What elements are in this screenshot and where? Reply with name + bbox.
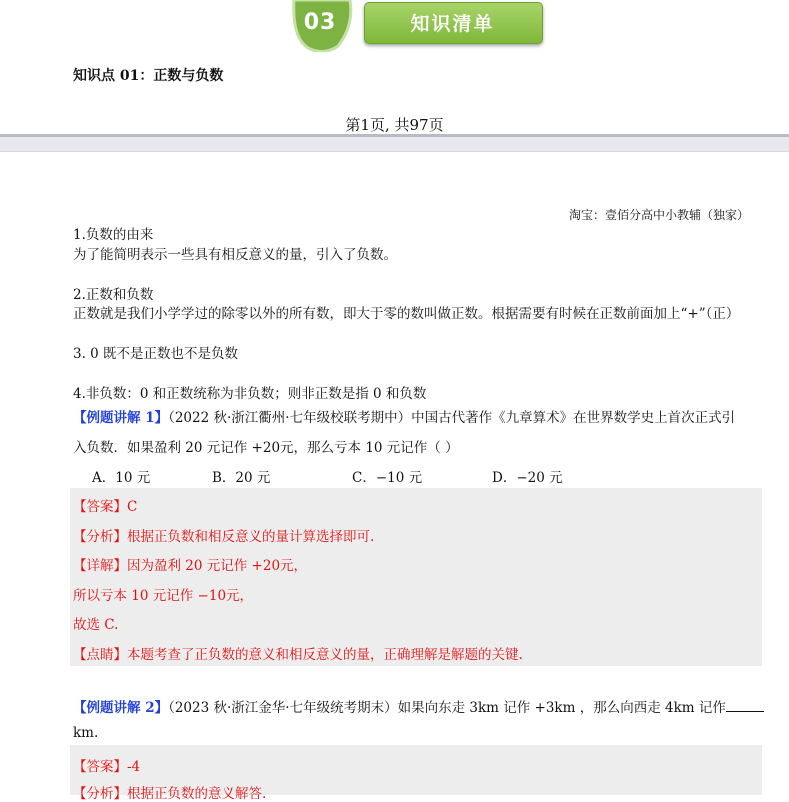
example-2-line-1 <box>73 696 764 716</box>
page-gap-shadow <box>0 134 789 137</box>
detail-1-b: 所以亏本 10 元记作 −10元， <box>73 588 254 604</box>
example-1-tag: 【例题讲解 1】 <box>73 410 169 426</box>
analysis-2: 【分析】根据正负数的意义解答. <box>73 786 267 802</box>
answer-blank <box>726 699 764 712</box>
example-1-line-1 <box>73 406 735 426</box>
detail-1-a: 【详解】因为盈利 20 元记作 +20元， <box>73 558 308 574</box>
knowledge-point-title: 知识点 01：正数与负数 <box>73 68 224 84</box>
answer-2: 【答案】-4 <box>73 759 141 775</box>
option-d: D．−20 元 <box>492 470 563 486</box>
section-2-title: 2.正数和负数 <box>73 287 154 303</box>
analysis-1: 【分析】根据正负数和相反意义的量计算选择即可. <box>73 529 375 545</box>
detail-1-c: 故选 C. <box>73 617 119 633</box>
comment-1: 【点睛】本题考查了正负数的意义和相反意义的量，正确理解是解题的关键. <box>73 647 523 663</box>
section-1-title: 1.负数的由来 <box>73 227 154 243</box>
page-indicator: 第1页, 共97页 <box>345 116 444 134</box>
section-number-badge: 03 <box>303 10 337 35</box>
section-1-body: 为了能简明表示一些具有相反意义的量，引入了负数。 <box>73 247 397 263</box>
option-a: A．10 元 <box>92 470 151 486</box>
taobao-note: 淘宝：壹佰分高中小教辅（独家） <box>569 208 750 222</box>
example-1-text-1: （2022 秋·浙江衢州·七年级校联考期中）中国古代著作《九章算术》在世界数学史上首次正式引 <box>168 410 736 426</box>
answer-1: 【答案】C <box>73 499 138 515</box>
example-2-tag: 【例题讲解 2】 <box>73 700 169 716</box>
section-3: 3. 0 既不是正数也不是负数 <box>73 346 239 362</box>
option-b: B．20 元 <box>212 470 271 486</box>
section-banner-title: 知识清单 <box>410 13 495 35</box>
section-2-body: 正数就是我们小学学过的除零以外的所有数，即大于零的数叫做正数。根据需要有时候在正数前面加上“+”（正） <box>73 306 740 322</box>
section-4: 4.非负数：0 和正数统称为非负数；则非正数是指 0 和负数 <box>73 386 427 402</box>
example-1-text-2: 入负数．如果盈利 20 元记作 +20元，那么亏本 10 元记作（ ） <box>73 440 459 456</box>
option-c: C．−10 元 <box>352 470 423 486</box>
answer-box-1 <box>70 488 762 666</box>
example-2-text-2: km. <box>73 725 99 741</box>
example-2-text-1: （2023 秋·浙江金华·七年级统考期末）如果向东走 3km 记作 +3km ，那么向西走 4km 记作 <box>168 700 726 716</box>
